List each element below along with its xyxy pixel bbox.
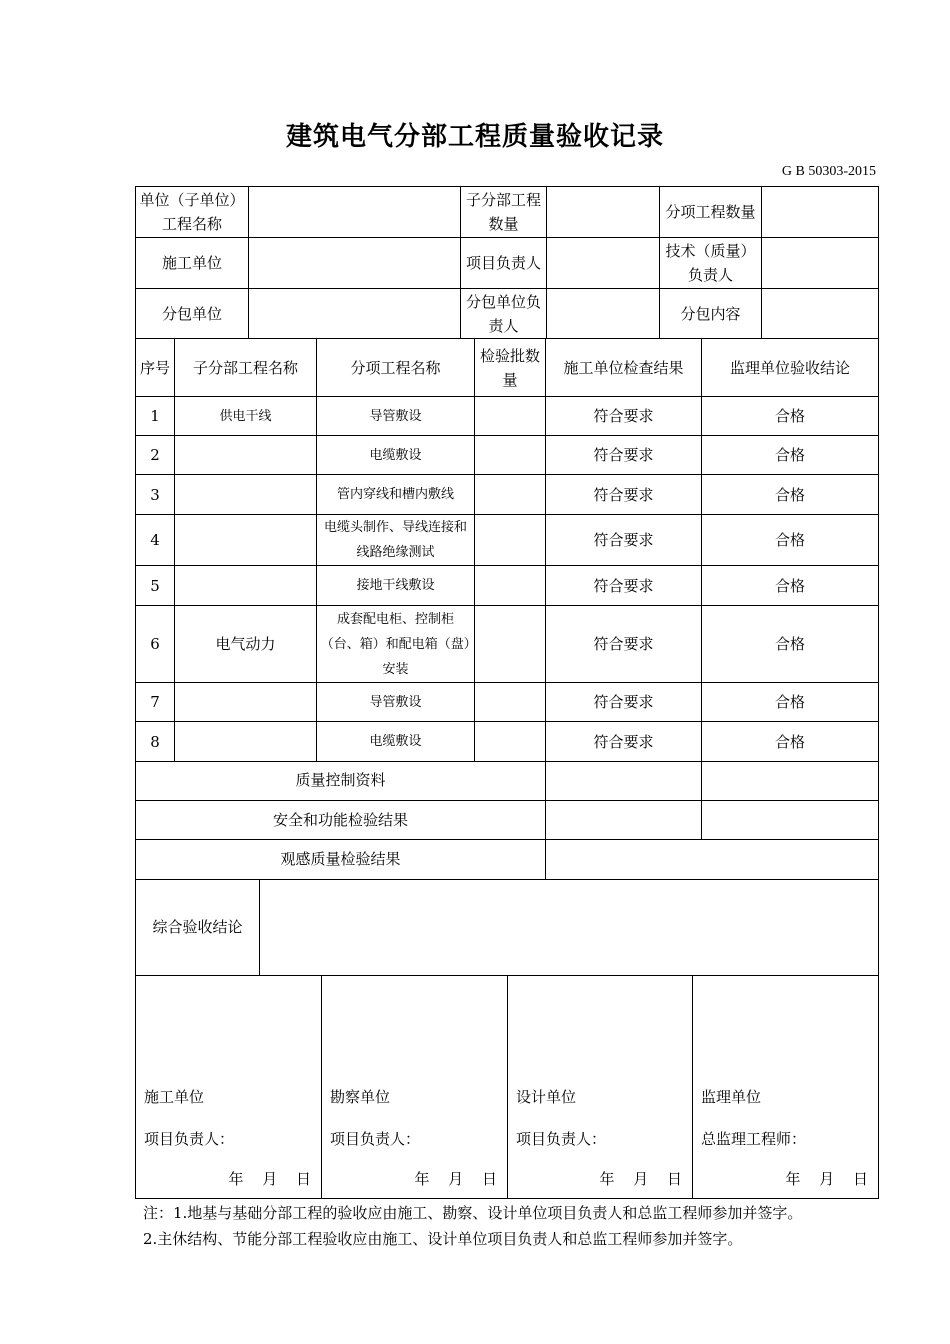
sig-unit: 勘察单位 <box>330 1087 391 1106</box>
sig-person: 项目负责人： <box>330 1129 421 1148</box>
overall-table <box>135 879 879 976</box>
row-sub <box>175 566 317 606</box>
overall-field[interactable] <box>260 879 879 975</box>
appearance-result-field[interactable] <box>546 839 879 879</box>
sig-date: 年 月 日 <box>414 1169 497 1188</box>
row-conclusion: 合格 <box>702 566 879 606</box>
table-row <box>136 515 879 566</box>
row-item: 导管敷设 <box>317 683 475 722</box>
sub-lead-field[interactable] <box>547 289 660 339</box>
row-item: 电缆头制作、导线连接和线路绝缘测试 <box>317 515 475 566</box>
row-sub <box>175 515 317 566</box>
row-count[interactable] <box>475 683 546 722</box>
project-lead-label: 项目负责人 <box>461 238 547 289</box>
col-header: 检验批数量 <box>475 339 546 397</box>
summary-table <box>135 760 879 880</box>
builder-field[interactable] <box>249 238 461 289</box>
tech-lead-label: 技术（质量）负责人 <box>660 238 762 289</box>
row-sub <box>175 722 317 762</box>
row-count[interactable] <box>475 475 546 515</box>
row-conclusion: 合格 <box>702 397 879 436</box>
sub-lead-label: 分包单位负责人 <box>461 289 547 339</box>
row-item: 成套配电柜、控制柜（台、箱）和配电箱（盘）安装 <box>317 606 475 683</box>
unit-name-label: 单位（子单位）工程名称 <box>136 187 249 238</box>
unit-name-field[interactable] <box>249 187 461 238</box>
item-count-field[interactable] <box>762 187 879 238</box>
row-no: 2 <box>136 436 175 475</box>
appearance-result-label: 观感质量检验结果 <box>136 839 546 879</box>
col-header: 序号 <box>136 339 175 397</box>
row-check: 符合要求 <box>546 436 702 475</box>
sig-unit: 监理单位 <box>701 1087 762 1106</box>
sub-count-label: 子分部工程数量 <box>461 187 547 238</box>
page-title: 建筑电气分部工程质量验收记录 <box>285 122 664 152</box>
signature-survey[interactable] <box>322 975 508 1198</box>
col-header: 监理单位验收结论 <box>702 339 879 397</box>
table-header-row <box>136 339 879 397</box>
row-count[interactable] <box>475 515 546 566</box>
notes <box>143 1200 802 1252</box>
row-count[interactable] <box>475 606 546 683</box>
sig-date: 年 月 日 <box>228 1169 311 1188</box>
quality-data-conclusion[interactable] <box>702 760 879 800</box>
row-item: 导管敷设 <box>317 397 475 436</box>
signature-supervisor[interactable] <box>693 975 879 1198</box>
items-table <box>135 338 879 762</box>
table-row <box>136 606 879 683</box>
safety-result-check[interactable] <box>546 800 702 839</box>
row-no: 7 <box>136 683 175 722</box>
row-check: 符合要求 <box>546 475 702 515</box>
col-header: 施工单位检查结果 <box>546 339 702 397</box>
table-row <box>136 566 879 606</box>
project-lead-field[interactable] <box>547 238 660 289</box>
col-header: 子分部工程名称 <box>175 339 317 397</box>
row-conclusion: 合格 <box>702 683 879 722</box>
subcontractor-field[interactable] <box>249 289 461 339</box>
sub-content-label: 分包内容 <box>660 289 762 339</box>
row-no: 3 <box>136 475 175 515</box>
subcontractor-label: 分包单位 <box>136 289 249 339</box>
signature-design[interactable] <box>508 975 693 1198</box>
sub-count-field[interactable] <box>547 187 660 238</box>
item-count-label: 分项工程数量 <box>660 187 762 238</box>
builder-label: 施工单位 <box>136 238 249 289</box>
row-sub <box>175 436 317 475</box>
row-conclusion: 合格 <box>702 475 879 515</box>
sig-date: 年 月 日 <box>785 1169 868 1188</box>
row-conclusion: 合格 <box>702 722 879 762</box>
row-item: 电缆敷设 <box>317 722 475 762</box>
row-check: 符合要求 <box>546 397 702 436</box>
row-conclusion: 合格 <box>702 606 879 683</box>
signature-table <box>135 975 879 1199</box>
standard-code: G B 50303-2015 <box>781 164 876 179</box>
safety-result-conclusion[interactable] <box>702 800 879 839</box>
header-table <box>135 186 879 339</box>
table-row <box>136 722 879 762</box>
row-item: 管内穿线和槽内敷线 <box>317 475 475 515</box>
sub-content-field[interactable] <box>762 289 879 339</box>
row-check: 符合要求 <box>546 722 702 762</box>
row-no: 5 <box>136 566 175 606</box>
row-no: 4 <box>136 515 175 566</box>
row-count[interactable] <box>475 436 546 475</box>
table-row <box>136 475 879 515</box>
row-item: 接地干线敷设 <box>317 566 475 606</box>
row-item: 电缆敷设 <box>317 436 475 475</box>
row-sub <box>175 475 317 515</box>
sig-person: 项目负责人： <box>516 1129 607 1148</box>
row-sub <box>175 683 317 722</box>
overall-label: 综合验收结论 <box>136 879 260 975</box>
row-conclusion: 合格 <box>702 515 879 566</box>
row-sub: 供电干线 <box>175 397 317 436</box>
table-row <box>136 683 879 722</box>
row-no: 8 <box>136 722 175 762</box>
sig-person: 项目负责人： <box>144 1129 235 1148</box>
table-row <box>136 436 879 475</box>
safety-result-label: 安全和功能检验结果 <box>136 800 546 839</box>
row-check: 符合要求 <box>546 515 702 566</box>
note-line: 2.主休结构、节能分部工程验收应由施工、设计单位项目负责人和总监工程师参加并签字。 <box>143 1230 743 1248</box>
quality-data-label: 质量控制资料 <box>136 760 546 800</box>
note-line: 注：1.地基与基础分部工程的验收应由施工、勘察、设计单位项目负责人和总监工程师参加并签字。 <box>143 1204 803 1222</box>
row-no: 1 <box>136 397 175 436</box>
row-check: 符合要求 <box>546 566 702 606</box>
row-sub: 电气动力 <box>175 606 317 683</box>
signature-builder[interactable] <box>136 975 322 1198</box>
table-row <box>136 397 879 436</box>
sig-unit: 设计单位 <box>516 1087 577 1106</box>
row-count[interactable] <box>475 566 546 606</box>
row-conclusion: 合格 <box>702 436 879 475</box>
row-check: 符合要求 <box>546 683 702 722</box>
row-no: 6 <box>136 606 175 683</box>
quality-data-check[interactable] <box>546 760 702 800</box>
sig-unit: 施工单位 <box>144 1087 205 1106</box>
row-count[interactable] <box>475 397 546 436</box>
sig-date: 年 月 日 <box>599 1169 682 1188</box>
row-count[interactable] <box>475 722 546 762</box>
row-check: 符合要求 <box>546 606 702 683</box>
tech-lead-field[interactable] <box>762 238 879 289</box>
sig-person: 总监理工程师： <box>701 1129 807 1148</box>
col-header: 分项工程名称 <box>317 339 475 397</box>
